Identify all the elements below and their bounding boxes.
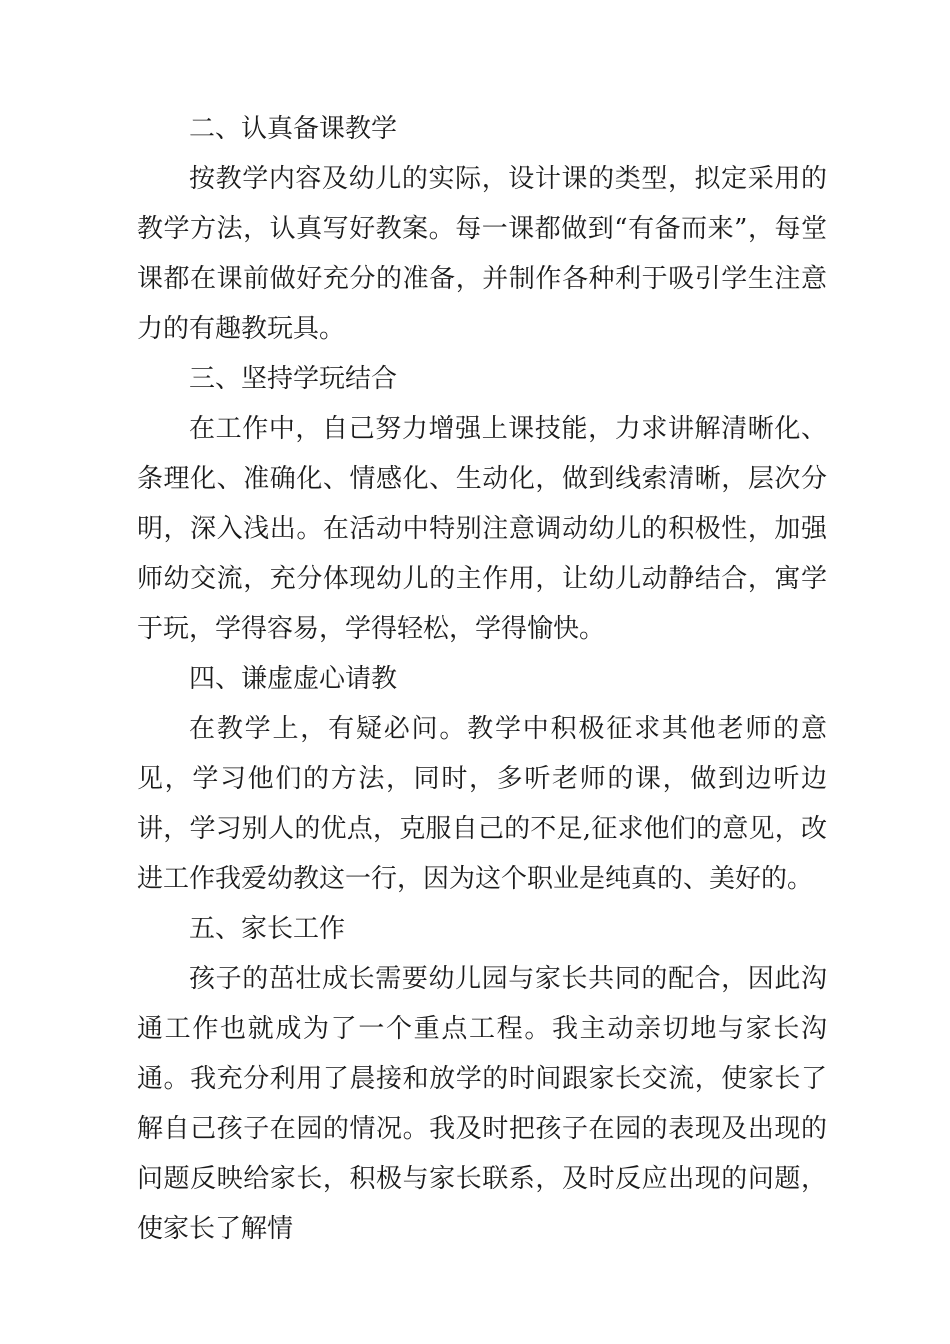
- section-heading-3: 三、坚持学玩结合: [189, 364, 398, 394]
- section-heading-4: 四、谦虚虚心请教: [189, 664, 398, 694]
- section-paragraph-3: 在工作中，自己努力增强上课技能，力求讲解清晰化、条理化、准确化、情感化、生动化，做到线索清晰，层次分明，深入浅出。在活动中特别注意调动幼儿的积极性，加强师幼交流，充分体现幼儿的主作用，让幼儿动静结合，寓学于玩，学得容易，学得轻松，学得愉快。: [137, 414, 827, 644]
- section-heading-2: 二、认真备课教学: [189, 114, 398, 144]
- section-paragraph-5: 孩子的茁壮成长需要幼儿园与家长共同的配合，因此沟通工作也就成为了一个重点工程。我主动亲切地与家长沟通。我充分利用了晨接和放学的时间跟家长交流，使家长了解自己孩子在园的情况。我及时把孩子在园的表现及出现的问题反映给家长，积极与家长联系，及时反应出现的问题，使家长了解情: [137, 964, 827, 1244]
- section-heading-5: 五、家长工作: [189, 914, 346, 944]
- document-body: [137, 104, 827, 1254]
- section-paragraph-4: 在教学上，有疑必问。教学中积极征求其他老师的意见，学习他们的方法，同时，多听老师的课，做到边听边讲，学习别人的优点，克服自己的不足,征求他们的意见，改进工作我爱幼教这一行，因为这个职业是纯真的、美好的。: [137, 714, 827, 894]
- section-paragraph-2: 按教学内容及幼儿的实际，设计课的类型，拟定采用的教学方法，认真写好教案。每一课都做到“有备而来”，每堂课都在课前做好充分的准备，并制作各种利于吸引学生注意力的有趣教玩具。: [137, 164, 827, 344]
